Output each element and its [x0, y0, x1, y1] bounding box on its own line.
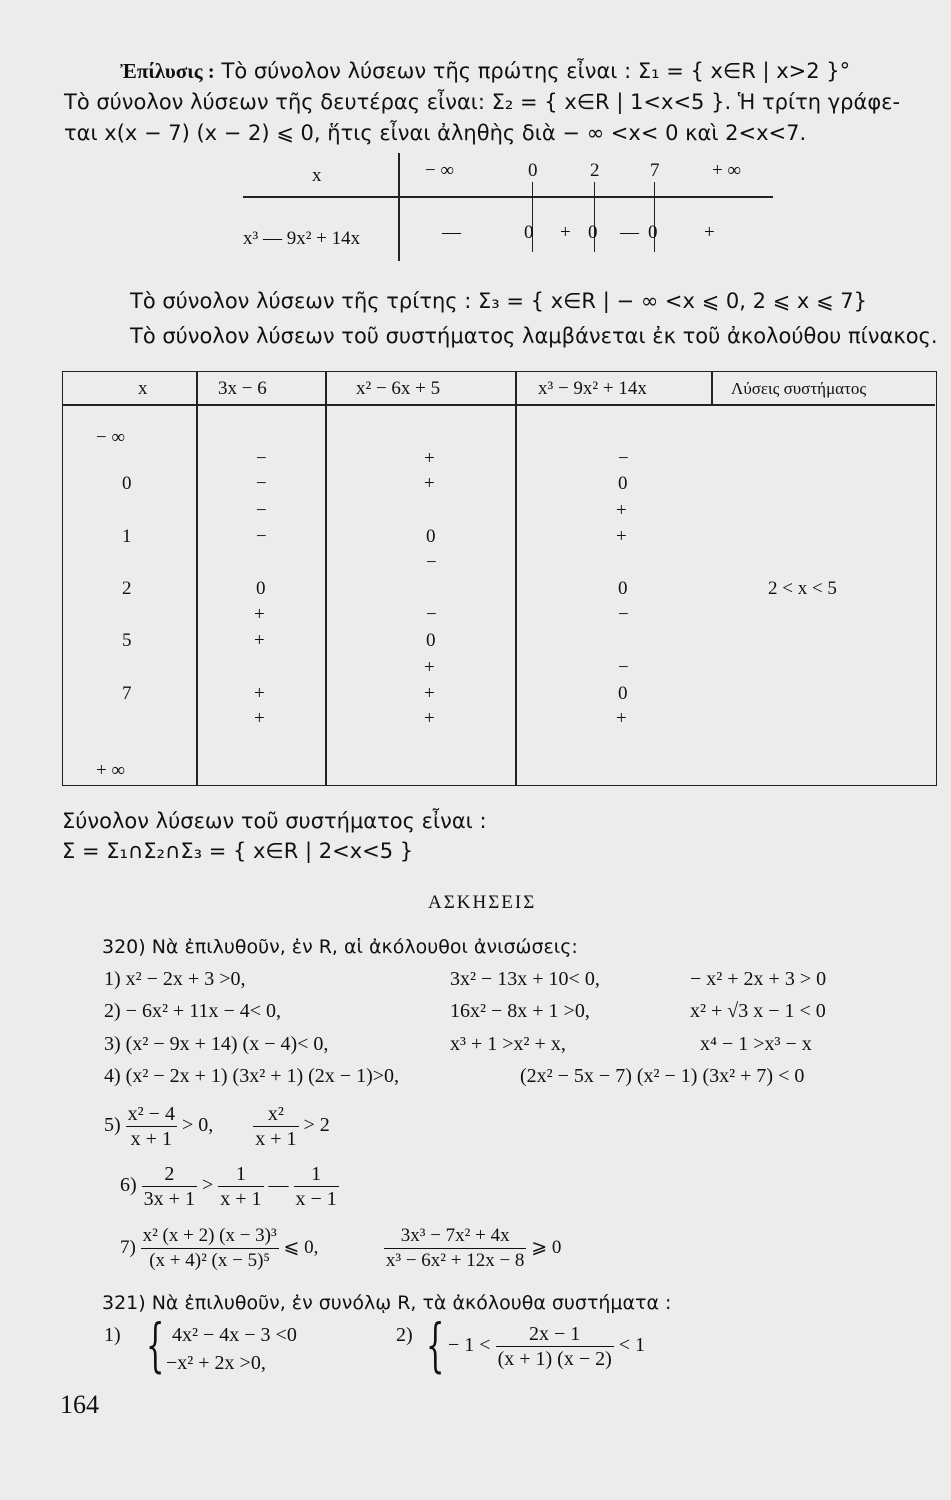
col3-sign: 0	[618, 578, 628, 599]
ex320-item: 4) (x² − 2x + 1) (3x² + 1) (2x − 1)>0,	[104, 1065, 400, 1087]
exercises-title: ΑΣΚΗΣΕΙΣ	[428, 892, 537, 913]
ex320-item: 16x² − 8x + 1 >0,	[450, 1000, 590, 1022]
fraction-numerator: 3x³ − 7x² + 4x	[384, 1224, 527, 1249]
fraction	[126, 1102, 177, 1151]
ex320-item-6-relation: >	[201, 1174, 214, 1197]
ex320-item-5	[104, 1102, 330, 1151]
fraction	[384, 1224, 527, 1273]
col3-sign: −	[618, 657, 629, 678]
system-table-col-divider	[325, 371, 327, 786]
col2-sign: +	[424, 448, 435, 469]
system-table-x-value: 0	[122, 473, 132, 494]
sign-table-sign: +	[560, 222, 571, 243]
conclusion-line-1: Σύνολον λύσεων τοῦ συστήματος εἶναι :	[62, 809, 487, 833]
ex321-system-2-lower: − 1 <	[448, 1334, 491, 1357]
sign-table-sign: —	[442, 222, 461, 243]
ex320-item: 2) − 6x² + 11x − 4< 0,	[104, 1000, 282, 1022]
fraction	[142, 1162, 197, 1211]
col1-sign: +	[254, 630, 265, 651]
left-brace-icon: {	[146, 1311, 165, 1379]
sign-table-point: − ∞	[425, 160, 455, 181]
fraction	[496, 1322, 614, 1371]
ex320-item-6-minus: —	[268, 1174, 289, 1197]
col2-sign: −	[426, 604, 437, 625]
col2-sign: +	[424, 657, 435, 678]
table-intro-line: Τὸ σύνολον λύσεων τοῦ συστήματος λαμβάνεται ἐκ τοῦ ἀκολούθου πίνακος.	[130, 324, 938, 348]
sign-table-point: 2	[590, 160, 600, 181]
col3-sign: 0	[618, 683, 628, 704]
fraction	[294, 1162, 339, 1211]
ex320-item: 3x² − 13x + 10< 0,	[450, 968, 600, 990]
system-table-x-value: 7	[122, 683, 132, 704]
sign-table-sign: 0	[588, 222, 598, 243]
system-table-col-divider	[711, 371, 713, 404]
sign-table-divider-vertical	[398, 153, 400, 261]
fraction-denominator: x³ − 6x² + 12x − 8	[385, 1250, 525, 1271]
sign-table-sign: +	[704, 222, 715, 243]
col1-sign: +	[254, 683, 265, 704]
solution-line-1	[120, 58, 850, 84]
system-table-header-col1: 3x − 6	[218, 378, 267, 399]
ex320-item: 1) x² − 2x + 3 >0,	[104, 968, 246, 990]
system-table-col-divider	[515, 371, 517, 786]
col2-sign: −	[426, 552, 437, 573]
col1-sign: 0	[256, 578, 266, 599]
ex321-system-1-ineq-2: −x² + 2x >0,	[166, 1352, 266, 1374]
ex320-item: x³ + 1 >x² + x,	[450, 1033, 566, 1055]
system-table-x-value: − ∞	[96, 427, 126, 448]
fraction	[253, 1102, 298, 1151]
col1-sign: +	[254, 708, 265, 729]
left-brace-icon: {	[426, 1311, 445, 1379]
system-table-header-col2: x² − 6x + 5	[356, 378, 441, 399]
third-solution-line: Τὸ σύνολον λύσεων τῆς τρίτης : Σ₃ = { x∈R | − ∞ <x ⩽ 0, 2 ⩽ x ⩽ 7}	[130, 289, 867, 313]
solution-heading: Ἐπίλυσις :	[120, 59, 215, 83]
ex320-item-5-relation: > 2	[303, 1114, 330, 1137]
ex321-system-1-label: 1)	[104, 1324, 121, 1346]
fraction-numerator: 2x − 1	[496, 1322, 614, 1347]
col3-sign: −	[618, 604, 629, 625]
col1-sign: −	[256, 473, 267, 494]
system-table-x-value: 2	[122, 578, 132, 599]
system-solution-interval: 2 < x < 5	[768, 578, 837, 599]
col2-sign: +	[424, 683, 435, 704]
fraction	[218, 1162, 263, 1211]
col2-sign: +	[424, 708, 435, 729]
ex321-system-2-label: 2)	[396, 1324, 413, 1346]
ex320-item-7-relation: ⩾ 0	[531, 1236, 562, 1258]
ex320-item-6-label: 6)	[120, 1174, 137, 1197]
fraction-numerator: 2	[142, 1162, 197, 1187]
ex320-item: 3) (x² − 9x + 14) (x − 4)< 0,	[104, 1033, 329, 1055]
ex320-item: x² + √3 x − 1 < 0	[690, 1000, 826, 1022]
solution-text-1: Τὸ σύνολον λύσεων τῆς πρώτης εἶναι : Σ₁ = { x∈R | x>2 }°	[221, 59, 851, 83]
fraction-denominator: 3x + 1	[143, 1188, 195, 1210]
system-table-col-divider	[196, 371, 198, 786]
fraction-numerator: x² − 4	[127, 1103, 175, 1125]
col1-sign: −	[256, 500, 267, 521]
sign-table-point: 0	[528, 160, 538, 181]
ex320-item-7-relation: ⩽ 0,	[283, 1236, 319, 1258]
exercise-320-heading: 320) Νὰ ἐπιλυθοῦν, ἐν R, αἱ ἀκόλουθοι ἀνισώσεις:	[102, 936, 578, 958]
system-table-header-x: x	[138, 378, 148, 399]
system-table-x-value: 1	[122, 526, 132, 547]
sign-table-x-label: x	[312, 165, 322, 186]
system-table-header-divider	[62, 404, 935, 406]
fraction-denominator: x + 1	[130, 1128, 172, 1150]
ex321-system-1-ineq-1: 4x² − 4x − 3 <0	[172, 1324, 297, 1346]
fraction-numerator: x²	[253, 1102, 298, 1127]
col3-sign: +	[616, 708, 627, 729]
sign-table-sign: 0	[524, 222, 534, 243]
sign-table-poly-label: x³ — 9x² + 14x	[243, 228, 361, 249]
sign-table-point: + ∞	[712, 160, 742, 181]
system-table-x-value: + ∞	[96, 760, 126, 781]
fraction-denominator: x + 1	[220, 1188, 262, 1210]
ex320-item: x⁴ − 1 >x³ − x	[700, 1033, 812, 1055]
col2-sign: 0	[426, 630, 436, 651]
sign-table-sign: 0	[648, 222, 658, 243]
fraction-denominator: x − 1	[295, 1188, 337, 1210]
col3-sign: 0	[618, 473, 628, 494]
sign-table-point: 7	[650, 160, 660, 181]
ex320-item-6	[120, 1162, 339, 1211]
ex320-item-7	[120, 1224, 561, 1273]
ex321-system-2-upper: < 1	[618, 1334, 646, 1357]
sign-table-sign: —	[620, 222, 639, 243]
ex320-item: − x² + 2x + 3 > 0	[690, 968, 827, 990]
fraction-denominator: (x + 1) (x − 2)	[497, 1348, 612, 1370]
col1-sign: −	[256, 526, 267, 547]
col3-sign: +	[616, 500, 627, 521]
ex321-system-2-expression	[448, 1322, 645, 1371]
ex320-item-5-relation: > 0,	[181, 1114, 214, 1137]
ex320-item: (2x² − 5x − 7) (x² − 1) (3x² + 7) < 0	[520, 1065, 805, 1087]
sign-table-divider-horizontal	[243, 196, 773, 198]
col3-sign: +	[616, 526, 627, 547]
ex320-item-5-label: 5)	[104, 1114, 121, 1137]
fraction-numerator: x² (x + 2) (x − 3)³	[141, 1224, 279, 1249]
fraction	[141, 1224, 279, 1273]
ex320-item-7-label: 7)	[120, 1236, 136, 1258]
system-table-header-solution: Λύσεις συστήματος	[731, 379, 867, 398]
exercise-321-heading: 321) Νὰ ἐπιλυθοῦν, ἐν συνόλῳ R, τὰ ἀκόλουθα συστήματα :	[102, 1292, 672, 1314]
fraction-numerator: 1	[218, 1162, 263, 1187]
col1-sign: −	[256, 448, 267, 469]
fraction-denominator: (x + 4)² (x − 5)⁵	[149, 1250, 271, 1271]
system-table-header-col3: x³ − 9x² + 14x	[538, 378, 647, 399]
conclusion-line-2: Σ = Σ₁∩Σ₂∩Σ₃ = { x∈R | 2<x<5 }	[62, 839, 414, 863]
page-number: 164	[60, 1390, 99, 1419]
solution-line-2: Τὸ σύνολον λύσεων τῆς δευτέρας εἶναι: Σ₂ = { x∈R | 1<x<5 }. Ἡ τρίτη γράφε-	[64, 90, 901, 114]
col1-sign: +	[254, 604, 265, 625]
solution-line-3: ται x(x − 7) (x − 2) ⩽ 0, ἥτις εἶναι ἀληθὴς διὰ − ∞ <x< 0 καὶ 2<x<7.	[64, 121, 807, 145]
fraction-numerator: 1	[294, 1162, 339, 1187]
col3-sign: −	[618, 448, 629, 469]
system-table-x-value: 5	[122, 630, 132, 651]
col2-sign: 0	[426, 526, 436, 547]
fraction-denominator: x + 1	[255, 1128, 297, 1150]
col2-sign: +	[424, 473, 435, 494]
